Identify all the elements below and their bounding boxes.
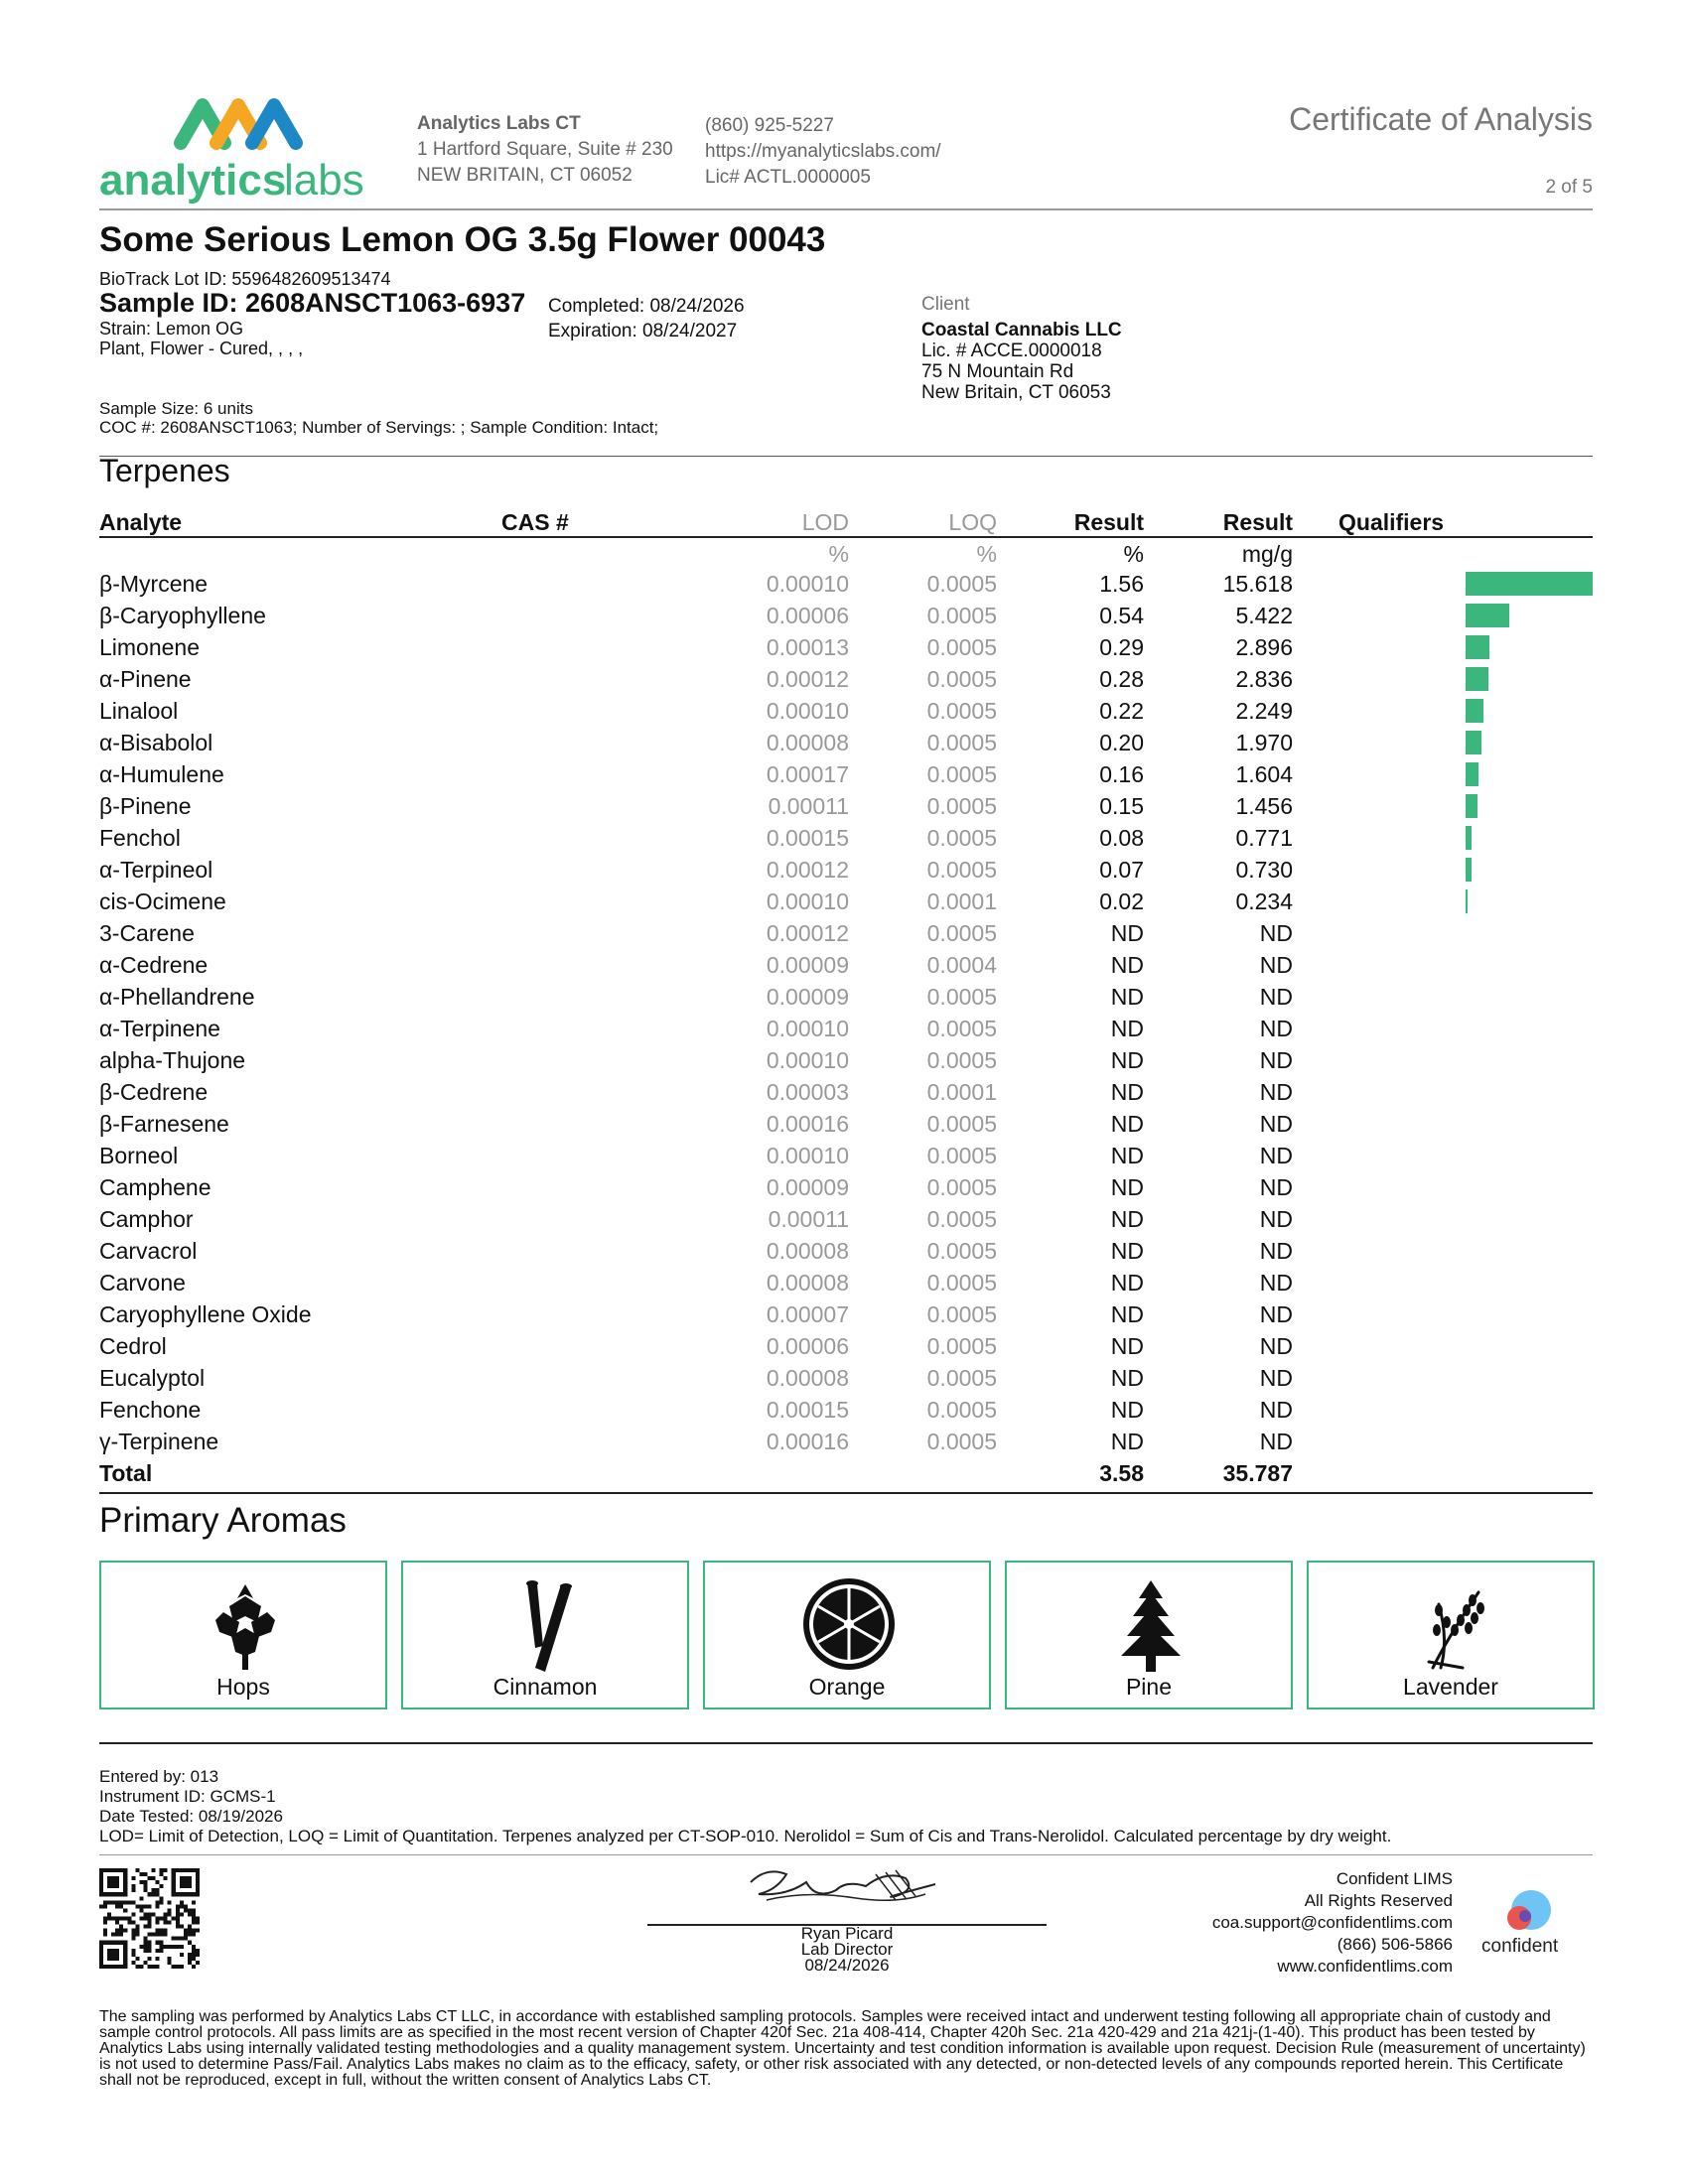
loq-cell: 0.0005 [926,1333,997,1359]
analyte-cell: α-Humulene [99,761,224,787]
lod-cell: 0.00010 [766,888,849,914]
result-pct-cell: ND [1110,1174,1144,1200]
analyte-cell: Camphene [99,1174,211,1200]
result-pct-cell: ND [1110,1206,1144,1232]
table-row [99,854,1593,886]
analyte-cell: Borneol [99,1143,179,1168]
lod-cell: 0.00011 [768,793,849,819]
result-pct-cell: ND [1110,1270,1144,1296]
result-mg-cell: ND [1259,1365,1293,1391]
lod-cell: 0.00008 [766,1365,849,1391]
lod-cell: 0.00008 [766,1270,849,1296]
lims-url[interactable]: www.confidentlims.com [1277,1957,1453,1976]
lod-cell: 0.00013 [766,634,849,660]
table-row [99,631,1593,663]
analyte-cell: Linalool [99,698,179,724]
lod-cell: 0.00017 [766,761,849,787]
analyte-cell: β-Cedrene [99,1079,209,1105]
result-mg-cell: ND [1259,1301,1293,1327]
analyte-cell: Caryophyllene Oxide [99,1301,312,1327]
table-row [99,981,1593,1013]
col-loq: LOQ [948,509,997,535]
footer-divider [99,1742,1593,1744]
lims-phone: (866) 506-5866 [1336,1935,1453,1954]
col-cas: CAS # [501,509,569,535]
signature-divider [99,1854,1593,1855]
table-row [99,1426,1593,1457]
signature-image [747,1860,945,1920]
table-row [99,1362,1593,1394]
client-name: Coastal Cannabis LLC [921,320,1122,341]
coc-info: COC #: 2608ANSCT1063; Number of Servings: ; Sample Condition: Intact; [99,418,659,437]
entered-by: Entered by: 013 [99,1767,219,1786]
result-mg-cell: 1.970 [1235,730,1293,755]
result-pct-cell: ND [1110,1143,1144,1168]
lod-cell: 0.00009 [766,952,849,978]
loq-cell: 0.0005 [926,1111,997,1137]
table-row [99,949,1593,981]
loq-cell: 0.0005 [926,1238,997,1264]
signer-title: Lab Director [800,1940,894,1959]
aromas-section-title: Primary Aromas [99,1501,347,1540]
result-mg-cell: 0.730 [1235,857,1293,883]
lod-cell: 0.00016 [766,1429,849,1454]
client-address1: 75 N Mountain Rd [921,361,1074,382]
result-pct-cell: 0.15 [1099,793,1144,819]
result-bar [1466,826,1472,850]
document-title: Certificate of Analysis [1289,101,1593,137]
table-row [99,1140,1593,1171]
lod-cell: 0.00010 [766,571,849,597]
analyte-cell: α-Pinene [99,666,192,692]
loq-cell: 0.0005 [926,984,997,1010]
result-mg-cell: 2.896 [1235,634,1293,660]
lab-address-block [417,111,673,189]
table-row [99,1044,1593,1076]
lod-cell: 0.00010 [766,1047,849,1073]
lab-address-line2: NEW BRITAIN, CT 06052 [417,165,633,186]
analyte-cell: β-Pinene [99,793,192,819]
lod-cell: 0.00012 [766,666,849,692]
lod-cell: 0.00015 [766,1397,849,1423]
result-pct-cell: ND [1110,1016,1144,1041]
header-divider [99,208,1593,210]
unit-lod: % [828,541,849,567]
table-row [99,1171,1593,1203]
lims-name: Confident LIMS [1336,1869,1453,1888]
result-mg-cell: ND [1259,920,1293,946]
analyte-cell: Carvacrol [99,1238,198,1264]
table-row [99,1330,1593,1362]
aroma-label: Cinnamon [492,1674,598,1700]
loq-cell: 0.0005 [926,1270,997,1296]
svg-text:labs: labs [284,156,364,205]
result-mg-cell: 0.771 [1235,825,1293,851]
result-pct-cell: 0.02 [1099,888,1144,914]
result-mg-cell: ND [1259,1111,1293,1137]
col-result-mg: Result [1222,509,1293,535]
lod-cell: 0.00011 [768,1206,849,1232]
qr-code-icon[interactable] [99,1868,200,1969]
result-bar [1466,604,1509,627]
loq-cell: 0.0005 [926,1301,997,1327]
aroma-label: Orange [808,1674,886,1700]
loq-cell: 0.0005 [926,603,997,628]
col-result-pct: Result [1073,509,1144,535]
loq-cell: 0.0005 [926,793,997,819]
loq-cell: 0.0005 [926,761,997,787]
result-mg-cell: 1.456 [1235,793,1293,819]
sample-size: Sample Size: 6 units [99,399,253,418]
analyte-cell: cis-Ocimene [99,888,226,914]
hops-icon [196,1576,295,1676]
aroma-card-hops [99,1561,387,1709]
result-pct-cell: 0.22 [1099,698,1144,724]
date-tested: Date Tested: 08/19/2026 [99,1807,283,1826]
analyte-cell: α-Terpineol [99,857,213,883]
result-bar [1466,794,1477,818]
analyte-cell: Fenchol [99,825,181,851]
lod-cell: 0.00015 [766,825,849,851]
result-pct-cell: 0.07 [1099,857,1144,883]
lod-cell: 0.00006 [766,1333,849,1359]
table-row [99,1203,1593,1235]
result-pct-cell: ND [1110,1079,1144,1105]
result-pct-cell: ND [1110,1301,1144,1327]
result-mg-cell: 0.234 [1235,888,1293,914]
page-number: 2 of 5 [1545,177,1593,198]
unit-loq: % [976,541,997,567]
analyte-cell: Eucalyptol [99,1365,206,1391]
total-row [99,1457,1593,1489]
col-lod: LOD [801,509,849,535]
lod-cell: 0.00010 [766,698,849,724]
table-row [99,568,1593,600]
lod-cell: 0.00009 [766,984,849,1010]
analyte-cell: Limonene [99,634,201,660]
loq-cell: 0.0005 [926,857,997,883]
result-pct-cell: ND [1110,1397,1144,1423]
strain: Strain: Lemon OG [99,319,244,339]
expiration-date: Expiration: 08/24/2027 [548,321,738,341]
analyte-cell: Carvone [99,1270,186,1296]
aroma-label: Pine [1125,1674,1173,1700]
svg-text:confident: confident [1481,1936,1559,1956]
analyte-cell: 3-Carene [99,920,195,946]
analyte-cell: α-Bisabolol [99,730,213,755]
result-pct-cell: ND [1110,984,1144,1010]
analyte-cell: α-Cedrene [99,952,209,978]
client-block [921,294,1122,403]
loq-cell: 0.0001 [926,888,997,914]
table-bottom-divider [99,1492,1593,1494]
logo-mark-icon [99,95,387,214]
test-metadata [99,1767,1391,1846]
sample-matrix: Plant, Flower - Cured, , , , [99,339,304,358]
result-mg-cell: ND [1259,1238,1293,1264]
loq-cell: 0.0005 [926,920,997,946]
loq-cell: 0.0005 [926,1174,997,1200]
loq-cell: 0.0005 [926,1365,997,1391]
result-pct-cell: ND [1110,1333,1144,1359]
result-pct-cell: ND [1110,952,1144,978]
table-row [99,1267,1593,1298]
total-label: Total [99,1460,153,1486]
result-pct-cell: 0.08 [1099,825,1144,851]
loq-cell: 0.0005 [926,1206,997,1232]
loq-cell: 0.0005 [926,1047,997,1073]
result-mg-cell: 5.422 [1235,603,1293,628]
table-header [99,506,1593,538]
loq-cell: 0.0005 [926,1429,997,1454]
result-bar [1466,667,1488,691]
unit-result-mg: mg/g [1241,541,1293,567]
table-row [99,758,1593,790]
loq-cell: 0.0005 [926,571,997,597]
section-divider [99,456,1593,457]
instrument-id: Instrument ID: GCMS-1 [99,1787,276,1806]
table-row [99,1235,1593,1267]
svg-text:analytics: analytics [99,156,287,205]
lab-address-line1: 1 Hartford Square, Suite # 230 [417,139,673,160]
lod-cell: 0.00016 [766,1111,849,1137]
analyte-cell: Fenchone [99,1397,202,1423]
table-row [99,886,1593,917]
lab-contact-block [705,113,941,191]
signed-date: 08/24/2026 [804,1956,890,1975]
unit-result-pct: % [1123,541,1144,567]
result-mg-cell: ND [1259,1016,1293,1041]
result-mg-cell: ND [1259,1047,1293,1073]
sample-dates [548,294,745,343]
sample-id: Sample ID: 2608ANSCT1063-6937 [99,288,526,318]
result-mg-cell: ND [1259,1397,1293,1423]
aroma-card-orange [703,1561,991,1709]
lod-cell: 0.00012 [766,920,849,946]
client-address2: New Britain, CT 06053 [921,382,1111,403]
analyte-cell: Camphor [99,1206,194,1232]
table-row [99,917,1593,949]
result-mg-cell: ND [1259,1143,1293,1168]
terpenes-table [99,506,1593,1489]
result-pct-cell: 0.28 [1099,666,1144,692]
lod-cell: 0.00007 [766,1301,849,1327]
result-mg-cell: ND [1259,1429,1293,1454]
result-pct-cell: ND [1110,1111,1144,1137]
result-pct-cell: 0.29 [1099,634,1144,660]
table-row [99,1108,1593,1140]
result-pct-cell: ND [1110,1238,1144,1264]
table-row [99,1394,1593,1426]
loq-cell: 0.0005 [926,1143,997,1168]
aroma-card-pine [1005,1561,1293,1709]
result-mg-cell: ND [1259,1174,1293,1200]
analyte-cell: alpha-Thujone [99,1047,246,1073]
signer-name: Ryan Picard [800,1924,894,1943]
result-bar [1466,699,1483,723]
table-row [99,727,1593,758]
result-pct-cell: ND [1110,920,1144,946]
result-pct-cell: ND [1110,1429,1144,1454]
analyte-cell: β-Myrcene [99,571,209,597]
loq-cell: 0.0005 [926,1016,997,1041]
table-row [99,663,1593,695]
result-bar [1466,762,1478,786]
lod-cell: 0.00009 [766,1174,849,1200]
result-mg-cell: ND [1259,1079,1293,1105]
loq-cell: 0.0004 [926,952,997,978]
result-bar [1466,858,1472,882]
result-mg-cell: 1.604 [1235,761,1293,787]
col-analyte: Analyte [99,509,183,535]
analyte-cell: β-Farnesene [99,1111,229,1137]
loq-cell: 0.0005 [926,634,997,660]
confident-logo [1481,1886,1571,1956]
table-row [99,1076,1593,1108]
table-row [99,790,1593,822]
aroma-card-cinnamon [401,1561,689,1709]
result-bar [1466,889,1468,913]
aroma-label: Hops [216,1674,270,1700]
signer-block [647,1926,1047,1974]
lod-cell: 0.00010 [766,1016,849,1041]
qr-code-graphic [99,1868,200,1969]
result-mg-cell: ND [1259,984,1293,1010]
result-mg-cell: 15.618 [1222,571,1293,597]
col-qualifiers: Qualifiers [1338,509,1445,535]
table-row [99,1298,1593,1330]
table-row [99,695,1593,727]
result-bar [1466,572,1593,596]
lims-block [1212,1868,1453,1978]
result-pct-cell: ND [1110,1365,1144,1391]
biotrack-lot-id: BioTrack Lot ID: 5596482609513474 [99,269,391,289]
total-pct: 3.58 [1099,1460,1144,1486]
result-bar [1466,731,1481,754]
result-pct-cell: 1.56 [1099,571,1144,597]
lab-name: Analytics Labs CT [417,113,581,134]
lims-rights: All Rights Reserved [1304,1891,1453,1910]
lab-url[interactable]: https://myanalyticslabs.com/ [705,141,941,162]
disclaimer: The sampling was performed by Analytics Labs CT LLC, in accordance with established sampling protocols. Samples were received intact and underwent testing following all appropriate chain of custody and sample control protocols. All pass limits are as specified in the most recent version of Chapter 420f Sec. 21a 408-414, Chapter 420h Sec. 21a 420-429 and 21a 421j-(1-40). This product has been tested by Analytics Labs using internally validated testing methodologies and a quality management system. Uncertainty and test condition information is available upon request. Decision Rule (measurement of uncertainty) is not used to determine Pass/Fail. Analytics Labs makes no claim as to the efficacy, safety, or other risk associated with any detected, or non-detected levels of any compounds reported herein. This Certificate shall not be reproduced, except in full, without the written consent of Analytics Labs CT. [99,2008,1586,2089]
pine-icon [1101,1576,1200,1676]
analyte-cell: α-Terpinene [99,1016,220,1041]
loq-cell: 0.0005 [926,666,997,692]
lab-phone: (860) 925-5227 [705,115,834,136]
units-row [99,538,1593,568]
client-label: Client [921,294,970,315]
lod-cell: 0.00006 [766,603,849,628]
lod-cell: 0.00010 [766,1143,849,1168]
table-row [99,822,1593,854]
table-body [99,568,1593,1457]
analyte-cell: Cedrol [99,1333,167,1359]
lavender-icon [1403,1576,1502,1676]
loq-cell: 0.0001 [926,1079,997,1105]
lod-cell: 0.00012 [766,857,849,883]
result-pct-cell: ND [1110,1047,1144,1073]
loq-cell: 0.0005 [926,698,997,724]
result-mg-cell: ND [1259,1206,1293,1232]
cinnamon-icon [497,1576,597,1676]
loq-cell: 0.0005 [926,730,997,755]
result-mg-cell: 2.836 [1235,666,1293,692]
method-notes: LOD= Limit of Detection, LOQ = Limit of Quantitation. Terpenes analyzed per CT-SOP-010. Nerolidol = Sum of Cis and Trans-Nerolidol. Calculated percentage by dry weight. [99,1827,1392,1845]
lod-cell: 0.00008 [766,730,849,755]
result-mg-cell: ND [1259,952,1293,978]
completed-date: Completed: 08/24/2026 [548,296,745,317]
result-pct-cell: 0.54 [1099,603,1144,628]
analyte-cell: α-Phellandrene [99,984,255,1010]
analytics-labs-logo [99,95,387,214]
analyte-cell: β-Caryophyllene [99,603,266,628]
analyte-cell: γ-Terpinene [99,1429,219,1454]
lims-email[interactable]: coa.support@confidentlims.com [1211,1913,1453,1932]
loq-cell: 0.0005 [926,1397,997,1423]
loq-cell: 0.0005 [926,825,997,851]
terpenes-section-title: Terpenes [99,453,230,488]
result-mg-cell: 2.249 [1235,698,1293,724]
result-bar [1466,635,1489,659]
orange-icon [799,1576,899,1676]
total-mg: 35.787 [1222,1460,1293,1486]
lod-cell: 0.00008 [766,1238,849,1264]
aroma-card-lavender [1307,1561,1595,1709]
aroma-label: Lavender [1403,1674,1498,1700]
table-row [99,600,1593,631]
table-row [99,1013,1593,1044]
result-mg-cell: ND [1259,1270,1293,1296]
client-license: Lic. # ACCE.0000018 [921,341,1102,361]
lab-license: Lic# ACTL.0000005 [705,167,871,188]
lod-cell: 0.00003 [766,1079,849,1105]
product-title: Some Serious Lemon OG 3.5g Flower 00043 [99,220,826,259]
result-mg-cell: ND [1259,1333,1293,1359]
result-pct-cell: 0.20 [1099,730,1144,755]
result-pct-cell: 0.16 [1099,761,1144,787]
